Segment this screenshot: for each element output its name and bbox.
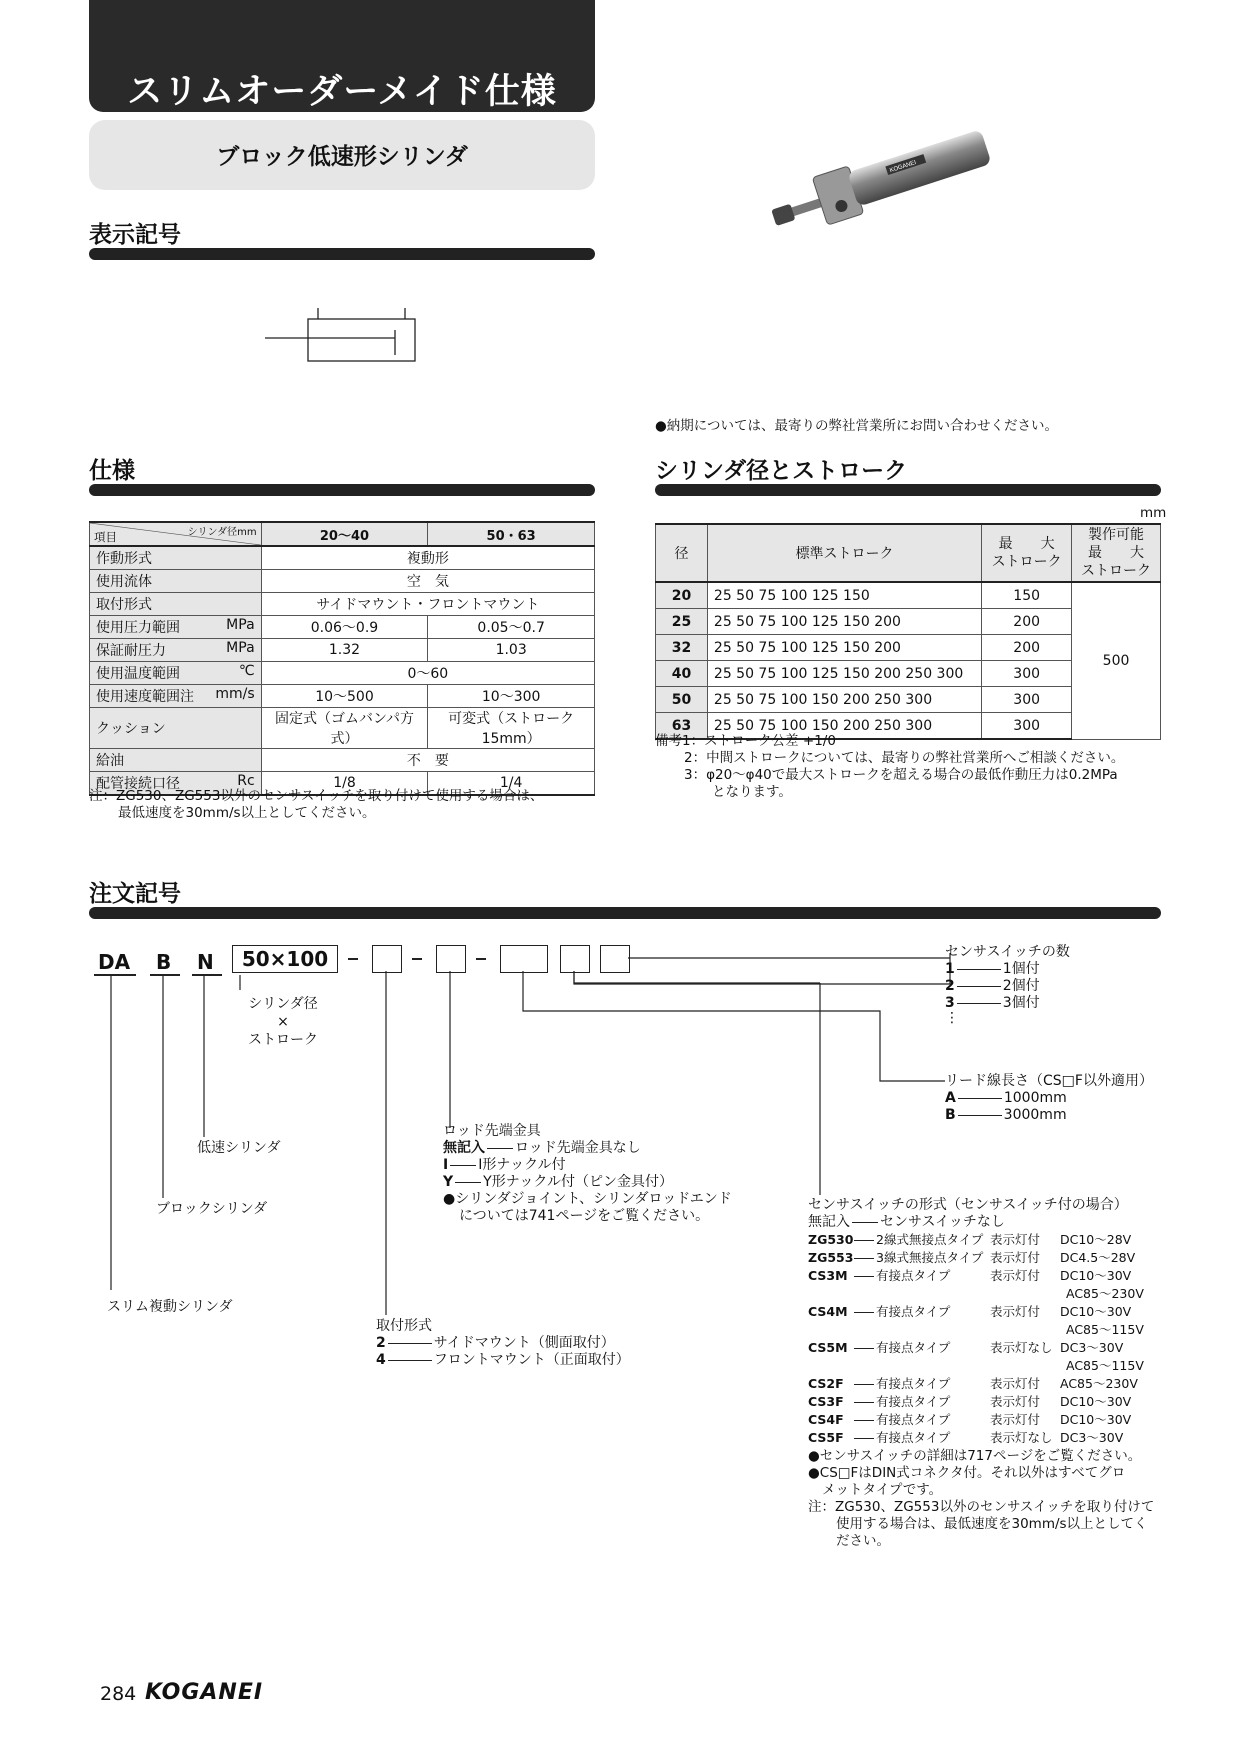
- spec-header-item: 項目: [94, 530, 117, 544]
- code-underline: [192, 974, 222, 976]
- switch-notes: [808, 1448, 1168, 1550]
- switch-code: ZG553: [808, 1250, 854, 1265]
- switch-title: センサスイッチの形式（センサスイッチ付の場合）: [808, 1197, 1128, 1213]
- spec-row-label: 取付形式: [96, 597, 152, 613]
- switch-row: [808, 1411, 1168, 1429]
- page-number: 284: [100, 1683, 137, 1705]
- lead-option-code: B: [945, 1107, 956, 1123]
- switch-type: 有接点タイプ: [876, 1304, 951, 1319]
- cylinder-symbol-diagram: [265, 300, 425, 370]
- switch-type: 2線式無接点タイプ: [876, 1232, 984, 1247]
- mount-option-code: 4: [376, 1352, 386, 1368]
- stroke-header-bore: 径: [656, 524, 708, 582]
- switch-lamp: 表示灯なし: [990, 1340, 1053, 1355]
- stroke-label: ストローク: [248, 1032, 318, 1048]
- rod-option-text: I形ナックル付: [478, 1157, 566, 1173]
- switch-code: CS4M: [808, 1304, 848, 1319]
- spec-row-label-wrap: [96, 663, 255, 683]
- count-option: [945, 978, 1070, 995]
- spec-row-label: クッション: [96, 721, 166, 737]
- spec-row-value-col1: 0.06〜0.9: [261, 616, 428, 639]
- code-hyphen: [412, 958, 422, 960]
- rod-option: [443, 1157, 732, 1174]
- lead-option-code: A: [945, 1090, 956, 1106]
- switch-group: [808, 1197, 1168, 1550]
- code-bore-stroke: 50×100: [232, 945, 338, 973]
- spec-row-label-cell: [90, 708, 262, 749]
- leader-line: [957, 1003, 1001, 1004]
- switch-type: 有接点タイプ: [876, 1340, 951, 1355]
- section-title-symbol: 表示記号: [89, 222, 181, 248]
- rod-title: ロッド先端金具: [443, 1123, 541, 1139]
- mount-option: [376, 1352, 630, 1369]
- stroke-row-max: 300: [982, 687, 1072, 713]
- count-option: [945, 961, 1070, 978]
- rod-option-text: Y形ナックル付（ピン金具付）: [483, 1174, 673, 1190]
- switch-type: 有接点タイプ: [876, 1412, 951, 1427]
- switch-type: 有接点タイプ: [876, 1430, 951, 1445]
- switch-note-3: メットタイプです。: [822, 1482, 943, 1498]
- block-cylinder-label: ブロックシリンダ: [156, 1201, 268, 1217]
- switch-voltage-1: DC3〜30V: [1060, 1430, 1124, 1445]
- mount-option: [376, 1335, 630, 1352]
- page-title: スリムオーダーメイド仕様: [127, 72, 557, 112]
- stroke-row-max: 300: [982, 713, 1072, 740]
- spec-row-label-cell: [90, 546, 262, 570]
- switch-lamp: 表示灯付: [990, 1250, 1041, 1265]
- switch-lamp: 表示灯付: [990, 1376, 1041, 1391]
- spec-row-label-wrap: [96, 640, 255, 660]
- stroke-row-std: 25 50 75 100 125 150 200 250 300: [707, 661, 981, 687]
- spec-row-label-cell: [90, 749, 262, 772]
- section-title-spec: 仕様: [89, 458, 135, 484]
- rod-option-code: 無記入: [443, 1140, 485, 1156]
- switch-voltage-1: DC10〜28V: [1060, 1232, 1132, 1247]
- times-label: ×: [277, 1014, 289, 1030]
- stroke-note-1-text: 備考1：ストローク公差 +1/0: [655, 733, 836, 749]
- leader-line: [957, 986, 1001, 987]
- spec-row-unit: MPa: [226, 617, 255, 633]
- count-option-text: 3個付: [1002, 995, 1040, 1011]
- spec-header-col1: 20〜40: [261, 522, 428, 546]
- code-box-rod: [436, 945, 466, 973]
- spec-row-value: サイドマウント・フロントマウント: [261, 593, 594, 616]
- product-brand-label: KOGANEI: [889, 159, 918, 175]
- switch-type: 有接点タイプ: [876, 1394, 951, 1409]
- spec-row-value-col2: 10〜300: [428, 685, 595, 708]
- leader-line: [958, 1098, 1002, 1099]
- slim-cylinder-label: スリム複動シリンダ: [107, 1299, 233, 1315]
- switch-row: [808, 1393, 1168, 1411]
- leader-line: [854, 1420, 874, 1421]
- code-box-mount: [372, 945, 402, 973]
- spec-row-label-wrap: [96, 617, 255, 637]
- mount-title: 取付形式: [376, 1318, 432, 1334]
- stroke-table: [655, 523, 1161, 740]
- switch-code: CS4F: [808, 1412, 844, 1427]
- section-bar: [89, 907, 1161, 919]
- spec-header-item-cell: [90, 522, 262, 546]
- switch-voltage-1: DC10〜30V: [1060, 1412, 1132, 1427]
- stroke-row-std: 25 50 75 100 150 200 250 300: [707, 713, 981, 740]
- spec-row: [90, 685, 595, 708]
- count-group: [945, 944, 1070, 1024]
- lead-title: リード線長さ（CS□F以外適用）: [945, 1073, 1153, 1089]
- switch-voltage-1: DC10〜30V: [1060, 1304, 1132, 1319]
- spec-row-label: 作動形式: [96, 551, 152, 567]
- stroke-row-std: 25 50 75 100 125 150: [707, 582, 981, 609]
- section-bar: [655, 484, 1161, 496]
- rod-note-1: ●シリンダジョイント、シリンダロッドエンド: [443, 1191, 732, 1207]
- code-underline: [150, 974, 180, 976]
- count-option: [945, 995, 1070, 1012]
- count-option-code: 1: [945, 961, 955, 977]
- stroke-note-3: 3：φ20〜φ40で最大ストロークを超える場合の最低作動圧力は0.2MPa: [684, 767, 1118, 783]
- spec-row-label-cell: [90, 685, 262, 708]
- stroke-made-max: 500: [1072, 582, 1161, 739]
- count-title: センサスイッチの数: [945, 944, 1070, 960]
- spec-row-value-col1: 1.32: [261, 639, 428, 662]
- spec-row-value-col1: 10〜500: [261, 685, 428, 708]
- section-title-stroke: シリンダ径とストローク: [655, 458, 908, 484]
- leader-line: [388, 1360, 432, 1361]
- code-box-lead: [560, 945, 590, 973]
- page-subtitle: ブロック低速形シリンダ: [216, 144, 468, 170]
- spec-row: [90, 616, 595, 639]
- switch-lamp: 表示灯付: [990, 1412, 1041, 1427]
- spec-row-unit: mm/s: [215, 686, 255, 702]
- switch-voltage-1: DC3〜30V: [1060, 1340, 1124, 1355]
- spec-row-label: 使用圧力範囲: [96, 620, 180, 636]
- switch-lamp: 表示灯付: [990, 1232, 1041, 1247]
- spec-row-label: 給油: [96, 753, 124, 769]
- switch-note-5: 使用する場合は、最低速度を30mm/s以上としてく: [836, 1516, 1148, 1532]
- code-box-switch: [500, 945, 548, 973]
- spec-row-label-cell: [90, 570, 262, 593]
- lead-option-text: 3000mm: [1003, 1107, 1067, 1123]
- spec-row: [90, 593, 595, 616]
- spec-note-2: 最低速度を30mm/s以上としてください。: [118, 805, 376, 821]
- stroke-row-bore: 63: [656, 713, 708, 740]
- section-bar: [89, 248, 595, 260]
- switch-none-text: センサスイッチなし: [880, 1214, 1005, 1230]
- spec-row-label: 保証耐圧力: [96, 643, 166, 659]
- cylinder-product-image: [760, 115, 1010, 235]
- spec-row: [90, 708, 595, 749]
- switch-type: 有接点タイプ: [876, 1268, 951, 1283]
- spec-row-unit: Rc: [237, 773, 255, 789]
- mount-option-code: 2: [376, 1335, 386, 1351]
- switch-code: CS5F: [808, 1430, 844, 1445]
- stroke-row-std: 25 50 75 100 125 150 200: [707, 635, 981, 661]
- stroke-row-bore: 20: [656, 582, 708, 609]
- code-n: N: [197, 950, 214, 974]
- switch-voltage-1: AC85〜230V: [1060, 1376, 1138, 1391]
- switch-code: CS3F: [808, 1394, 844, 1409]
- spec-row-label: 使用速度範囲注: [96, 689, 194, 705]
- stroke-row-max: 150: [982, 582, 1072, 609]
- delivery-note: ●納期については、最寄りの弊社営業所にお問い合わせください。: [655, 418, 1059, 434]
- switch-row: [808, 1303, 1168, 1321]
- low-speed-label: 低速シリンダ: [197, 1140, 281, 1156]
- stroke-row-max: 200: [982, 635, 1072, 661]
- rod-option-code: Y: [443, 1174, 454, 1190]
- switch-code: CS2F: [808, 1376, 844, 1391]
- stroke-note-2: 2：中間ストロークについては、最寄りの弊社営業所へご相談ください。: [684, 750, 1125, 766]
- switch-row: [808, 1339, 1168, 1357]
- switch-type: 有接点タイプ: [876, 1376, 951, 1391]
- leader-line: [854, 1348, 874, 1349]
- leader-line: [854, 1384, 874, 1385]
- lead-group: [945, 1073, 1153, 1124]
- spec-row-unit: ℃: [238, 663, 255, 679]
- spec-row-unit: MPa: [226, 640, 255, 656]
- spec-row-label-cell: [90, 662, 262, 685]
- leader-line: [450, 1165, 476, 1166]
- spec-row-label-cell: [90, 639, 262, 662]
- section-bar: [89, 484, 595, 496]
- count-option-text: 1個付: [1002, 961, 1040, 977]
- stroke-row-bore: 40: [656, 661, 708, 687]
- switch-lamp: 表示灯付: [990, 1268, 1041, 1283]
- spec-row-label-wrap: [96, 718, 255, 738]
- leader-line: [487, 1148, 513, 1149]
- stroke-header-made: 製作可能 最 大 ストローク: [1072, 524, 1161, 582]
- footer-brand-logo: KOGANEI: [145, 1680, 264, 1705]
- spec-row-value-col1: 固定式（ゴムバンパ方式）: [261, 708, 428, 749]
- code-hyphen: [348, 958, 358, 960]
- spec-row-label-wrap: [96, 686, 255, 706]
- leader-line: [854, 1240, 874, 1241]
- switch-note-4: 注：ZG530、ZG553以外のセンサスイッチを取り付けて: [808, 1499, 1155, 1515]
- spec-header-bore: シリンダ径mm: [187, 527, 257, 538]
- code-hyphen: [476, 958, 486, 960]
- spec-row-label-wrap: [96, 571, 255, 591]
- count-option-text: 2個付: [1002, 978, 1040, 994]
- spec-row-label: 配管接続口径: [96, 776, 180, 792]
- switch-voltage-2: AC85〜115V: [1066, 1358, 1144, 1373]
- stroke-row-bore: 25: [656, 609, 708, 635]
- switch-row-cont: [808, 1321, 1168, 1339]
- lead-option: [945, 1090, 1153, 1107]
- count-option-code: 3: [945, 995, 955, 1011]
- spec-row-value: 空 気: [261, 570, 594, 593]
- stroke-header-max: 最 大 ストローク: [982, 524, 1072, 582]
- code-da: DA: [98, 950, 131, 974]
- switch-row: [808, 1429, 1168, 1447]
- switch-row: [808, 1375, 1168, 1393]
- switch-type: 3線式無接点タイプ: [876, 1250, 984, 1265]
- switch-row: [808, 1267, 1168, 1285]
- spec-row-label-wrap: [96, 750, 255, 770]
- switch-none-code: 無記入: [808, 1214, 850, 1230]
- count-more: ⋮: [945, 1010, 959, 1026]
- stroke-row-bore: 32: [656, 635, 708, 661]
- switch-code: ZG530: [808, 1232, 854, 1247]
- spec-row-value: 0〜60: [261, 662, 594, 685]
- spec-header-col2: 50・63: [428, 522, 595, 546]
- switch-none-row: [808, 1214, 1168, 1231]
- spec-row: [90, 662, 595, 685]
- switch-code: CS3M: [808, 1268, 848, 1283]
- switch-lamp: 表示灯付: [990, 1304, 1041, 1319]
- spec-row-label-cell: [90, 593, 262, 616]
- spec-table: [89, 521, 595, 796]
- switch-note-2: ●CS□FはDIN式コネクタ付。それ以外はすべてグロ: [808, 1465, 1126, 1481]
- switch-row: [808, 1249, 1168, 1267]
- stroke-header-std: 標準ストローク: [707, 524, 981, 582]
- code-b: B: [156, 950, 172, 974]
- switch-note-6: ださい。: [836, 1533, 890, 1549]
- code-underline: [94, 974, 136, 976]
- stroke-note-1: [655, 733, 836, 750]
- switch-voltage-2: AC85〜115V: [1066, 1322, 1144, 1337]
- spec-row-value-col2: 1.03: [428, 639, 595, 662]
- spec-row: [90, 570, 595, 593]
- leader-line: [854, 1276, 874, 1277]
- mount-option-text: サイドマウント（側面取付）: [433, 1335, 615, 1351]
- mount-group: [376, 1318, 630, 1369]
- leader-line: [957, 969, 1001, 970]
- stroke-row-max: 200: [982, 609, 1072, 635]
- rod-group: [443, 1123, 732, 1225]
- stroke-row-std: 25 50 75 100 150 200 250 300: [707, 687, 981, 713]
- rod-option-code: I: [443, 1157, 449, 1173]
- section-title-order: 注文記号: [89, 881, 181, 907]
- switch-voltage-1: DC10〜30V: [1060, 1268, 1132, 1283]
- bore-label: シリンダ径: [248, 996, 318, 1012]
- switch-code: CS5M: [808, 1340, 848, 1355]
- spec-row-label-wrap: [96, 548, 255, 568]
- rod-option: [443, 1174, 732, 1191]
- mount-option-text: フロントマウント（正面取付）: [433, 1352, 630, 1368]
- spec-note-1: 注：ZG530、ZG553以外のセンサスイッチを取り付けて使用する場合は、: [89, 788, 544, 804]
- switch-voltage-1: DC10〜30V: [1060, 1394, 1132, 1409]
- spec-row-value-col2: 可変式（ストローク15mm）: [428, 708, 595, 749]
- stroke-row-bore: 50: [656, 687, 708, 713]
- rod-note-2: については741ページをご覧ください。: [459, 1208, 710, 1224]
- rod-option: [443, 1140, 732, 1157]
- switch-note-1: ●センサスイッチの詳細は717ページをご覧ください。: [808, 1448, 1142, 1464]
- bore-stroke-label: [248, 995, 318, 1049]
- spec-row: [90, 546, 595, 570]
- spec-row-label-wrap: [96, 594, 255, 614]
- leader-line: [854, 1438, 874, 1439]
- spec-row-value: 複動形: [261, 546, 594, 570]
- switch-voltage-1: DC4.5〜28V: [1060, 1250, 1136, 1265]
- switch-row: [808, 1231, 1168, 1249]
- stroke-unit: mm: [1140, 505, 1167, 521]
- stroke-row-std: 25 50 75 100 125 150 200: [707, 609, 981, 635]
- leader-line: [854, 1402, 874, 1403]
- leader-line: [958, 1115, 1002, 1116]
- lead-option-text: 1000mm: [1003, 1090, 1067, 1106]
- switch-lamp: 表示灯付: [990, 1394, 1041, 1409]
- spec-row-value: 不 要: [261, 749, 594, 772]
- stroke-row-max: 300: [982, 661, 1072, 687]
- spec-row-value-col2: 1/4: [428, 772, 595, 796]
- code-box-count: [600, 945, 630, 973]
- rod-option-text: ロッド先端金具なし: [515, 1140, 641, 1156]
- switch-row-cont: [808, 1285, 1168, 1303]
- spec-row-label: 使用温度範囲: [96, 666, 180, 682]
- spec-row-label-cell: [90, 616, 262, 639]
- leader-line: [455, 1182, 481, 1183]
- stroke-note-4: となります。: [712, 784, 792, 800]
- leader-line: [854, 1312, 874, 1313]
- lead-option: [945, 1107, 1153, 1124]
- spec-row-label: 使用流体: [96, 574, 152, 590]
- spec-row: [90, 639, 595, 662]
- count-option-code: 2: [945, 978, 955, 994]
- switch-voltage-2: AC85〜230V: [1066, 1286, 1144, 1301]
- spec-row-value-col1: 1/8: [261, 772, 428, 796]
- spec-row-value-col2: 0.05〜0.7: [428, 616, 595, 639]
- spec-row: [90, 749, 595, 772]
- leader-line: [854, 1258, 874, 1259]
- stroke-row: [656, 582, 1161, 609]
- switch-row-cont: [808, 1357, 1168, 1375]
- switch-lamp: 表示灯なし: [990, 1430, 1053, 1445]
- leader-line: [388, 1343, 432, 1344]
